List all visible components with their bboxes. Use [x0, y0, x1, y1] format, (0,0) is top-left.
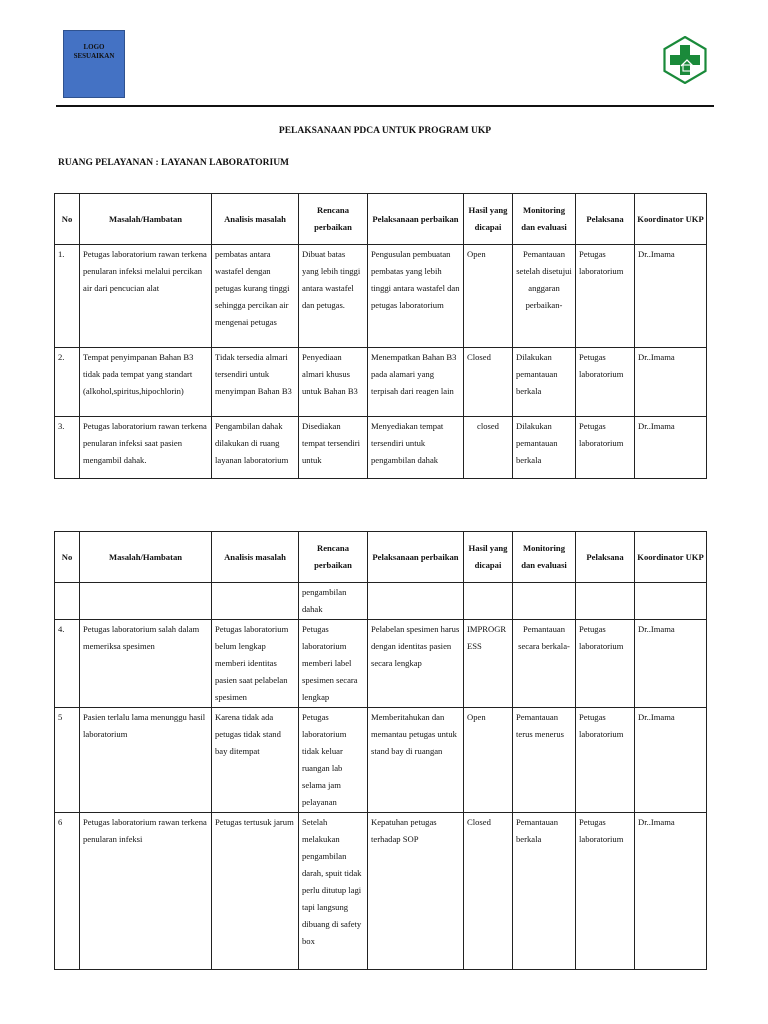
document-subtitle: RUANG PELAYANAN : LAYANAN LABORATORIUM	[58, 158, 290, 168]
pdca-table-page1	[54, 193, 707, 479]
cell-koordinator: Dr..Imama	[635, 708, 707, 813]
cell-monitoring: Pemantauan berkala	[513, 813, 576, 970]
cell-hasil: Closed	[464, 348, 513, 417]
col-header-analisis: Analisis masalah	[212, 194, 299, 245]
cell-monitoring: Dilakukan pemantauan berkala	[513, 348, 576, 417]
col-header-koordinator: Koordinator UKP	[635, 532, 707, 583]
cell-no: 1.	[55, 245, 80, 348]
cell-koordinator	[635, 583, 707, 620]
col-header-no: No	[55, 532, 80, 583]
cell-pelaksana: Petugas laboratorium	[576, 348, 635, 417]
cell-pelaksana	[576, 583, 635, 620]
cell-no: 4.	[55, 620, 80, 708]
table-row	[55, 417, 707, 479]
cell-pelaksana: Petugas laboratorium	[576, 813, 635, 970]
cell-no	[55, 583, 80, 620]
cell-rencana: Penyediaan almari khusus untuk Bahan B3	[299, 348, 368, 417]
cell-hasil: IMPROGRESS	[464, 620, 513, 708]
cell-monitoring: Pemantauan setelah disetujui anggaran perbaikan-	[513, 245, 576, 348]
cell-no: 3.	[55, 417, 80, 479]
col-header-no: No	[55, 194, 80, 245]
cell-analisis: Petugas tertusuk jarum	[212, 813, 299, 970]
cell-pelaksana: Petugas laboratorium	[576, 620, 635, 708]
cell-pelaksana: Petugas laboratorium	[576, 417, 635, 479]
cell-rencana: Setelah melakukan pengambilan darah, spuit tidak perlu ditutup lagi tapi langsung dibuang di safety box	[299, 813, 368, 970]
cell-analisis: pembatas antara wastafel dengan petugas kurang tinggi sehingga percikan air mengenai petugas	[212, 245, 299, 348]
col-header-masalah: Masalah/Hambatan	[80, 194, 212, 245]
col-header-monitoring: Monitoring dan evaluasi	[513, 194, 576, 245]
col-header-pelaksana: Pelaksana	[576, 532, 635, 583]
col-header-pelaksanaan: Pelaksanaan perbaikan	[368, 194, 464, 245]
cell-pelaksanaan: Kepatuhan petugas terhadap SOP	[368, 813, 464, 970]
cell-hasil: Open	[464, 245, 513, 348]
cell-pelaksanaan: Pengusulan pembuatan pembatas yang lebih tinggi antara wastafel dan petugas laboratorium	[368, 245, 464, 348]
col-header-analisis: Analisis masalah	[212, 532, 299, 583]
cell-rencana: Petugas laboratorium tidak keluar ruangan lab selama jam pelayanan	[299, 708, 368, 813]
cell-pelaksanaan	[368, 583, 464, 620]
document-title: PELAKSANAAN PDCA UNTUK PROGRAM UKP	[278, 126, 492, 136]
cell-monitoring: Dilakukan pemantauan berkala	[513, 417, 576, 479]
pdca-table-page2	[54, 531, 707, 970]
cell-no: 6	[55, 813, 80, 970]
table-row	[55, 583, 707, 620]
cell-hasil: Open	[464, 708, 513, 813]
cell-hasil: closed	[464, 417, 513, 479]
cell-monitoring	[513, 583, 576, 620]
cell-masalah: Petugas laboratorium rawan terkena penularan infeksi	[80, 813, 212, 970]
cell-hasil	[464, 583, 513, 620]
cell-hasil: Closed	[464, 813, 513, 970]
cell-rencana: pengambilan dahak	[299, 583, 368, 620]
col-header-monitoring: Monitoring dan evaluasi	[513, 532, 576, 583]
cell-no: 5	[55, 708, 80, 813]
logo-placeholder	[63, 30, 125, 98]
cell-analisis: Pengambilan dahak dilakukan di ruang layanan laboratorium	[212, 417, 299, 479]
table-row	[55, 708, 707, 813]
header-divider	[56, 105, 714, 107]
cell-masalah: Petugas laboratorium rawan terkena penularan infeksi saat pasien mengambil dahak.	[80, 417, 212, 479]
cell-monitoring: Pemantauan secara berkala-	[513, 620, 576, 708]
col-header-pelaksanaan: Pelaksanaan perbaikan	[368, 532, 464, 583]
logo-text-line2: SESUAIKAN	[73, 52, 115, 60]
cell-masalah: Petugas laboratorium salah dalam memeriksa spesimen	[80, 620, 212, 708]
cell-pelaksanaan: Menempatkan Bahan B3 pada alamari yang terpisah dari reagen lain	[368, 348, 464, 417]
col-header-hasil: Hasil yang dicapai	[464, 194, 513, 245]
cell-rencana: Petugas laboratorium memberi label spesimen secara lengkap	[299, 620, 368, 708]
cell-koordinator: Dr..Imama	[635, 417, 707, 479]
cell-koordinator: Dr..Imama	[635, 348, 707, 417]
cell-masalah: Petugas laboratorium rawan terkena penularan infeksi melalui percikan air dari pencucian alat	[80, 245, 212, 348]
col-header-masalah: Masalah/Hambatan	[80, 532, 212, 583]
cell-rencana: Disediakan tempat tersendiri untuk	[299, 417, 368, 479]
col-header-hasil: Hasil yang dicapai	[464, 532, 513, 583]
table-row	[55, 245, 707, 348]
table-header-row	[55, 532, 707, 583]
col-header-pelaksana: Pelaksana	[576, 194, 635, 245]
cell-koordinator: Dr..Imama	[635, 245, 707, 348]
cell-rencana: Dibuat batas yang lebih tinggi antara wastafel dan petugas.	[299, 245, 368, 348]
cell-koordinator: Dr..Imama	[635, 620, 707, 708]
table-row	[55, 348, 707, 417]
col-header-rencana: Rencana perbaikan	[299, 532, 368, 583]
cell-pelaksanaan: Pelabelan spesimen harus dengan identitas pasien secara lengkap	[368, 620, 464, 708]
cell-masalah	[80, 583, 212, 620]
table-header-row	[55, 194, 707, 245]
col-header-koordinator: Koordinator UKP	[635, 194, 707, 245]
cell-no: 2.	[55, 348, 80, 417]
cell-pelaksana: Petugas laboratorium	[576, 708, 635, 813]
table-row	[55, 620, 707, 708]
puskesmas-emblem-icon	[661, 36, 709, 84]
cell-analisis: Tidak tersedia almari tersendiri untuk menyimpan Bahan B3	[212, 348, 299, 417]
cell-pelaksanaan: Memberitahukan dan memantau petugas untuk stand bay di ruangan	[368, 708, 464, 813]
cell-monitoring: Pemantauan terus menerus	[513, 708, 576, 813]
cell-analisis: Karena tidak ada petugas tidak stand bay ditempat	[212, 708, 299, 813]
cell-analisis	[212, 583, 299, 620]
cell-koordinator: Dr..Imama	[635, 813, 707, 970]
cell-masalah: Tempat penyimpanan Bahan B3 tidak pada tempat yang standart (alkohol,spiritus,hipochlorin)	[80, 348, 212, 417]
cell-analisis: Petugas laboratorium belum lengkap memberi identitas pasien saat pelabelan spesimen	[212, 620, 299, 708]
cell-pelaksanaan: Menyediakan tempat tersendiri untuk pengambilan dahak	[368, 417, 464, 479]
logo-text-line1: LOGO	[83, 43, 105, 51]
cell-masalah: Pasien terlalu lama menunggu hasil laboratorium	[80, 708, 212, 813]
col-header-rencana: Rencana perbaikan	[299, 194, 368, 245]
cell-pelaksana: Petugas laboratorium	[576, 245, 635, 348]
table-row	[55, 813, 707, 970]
